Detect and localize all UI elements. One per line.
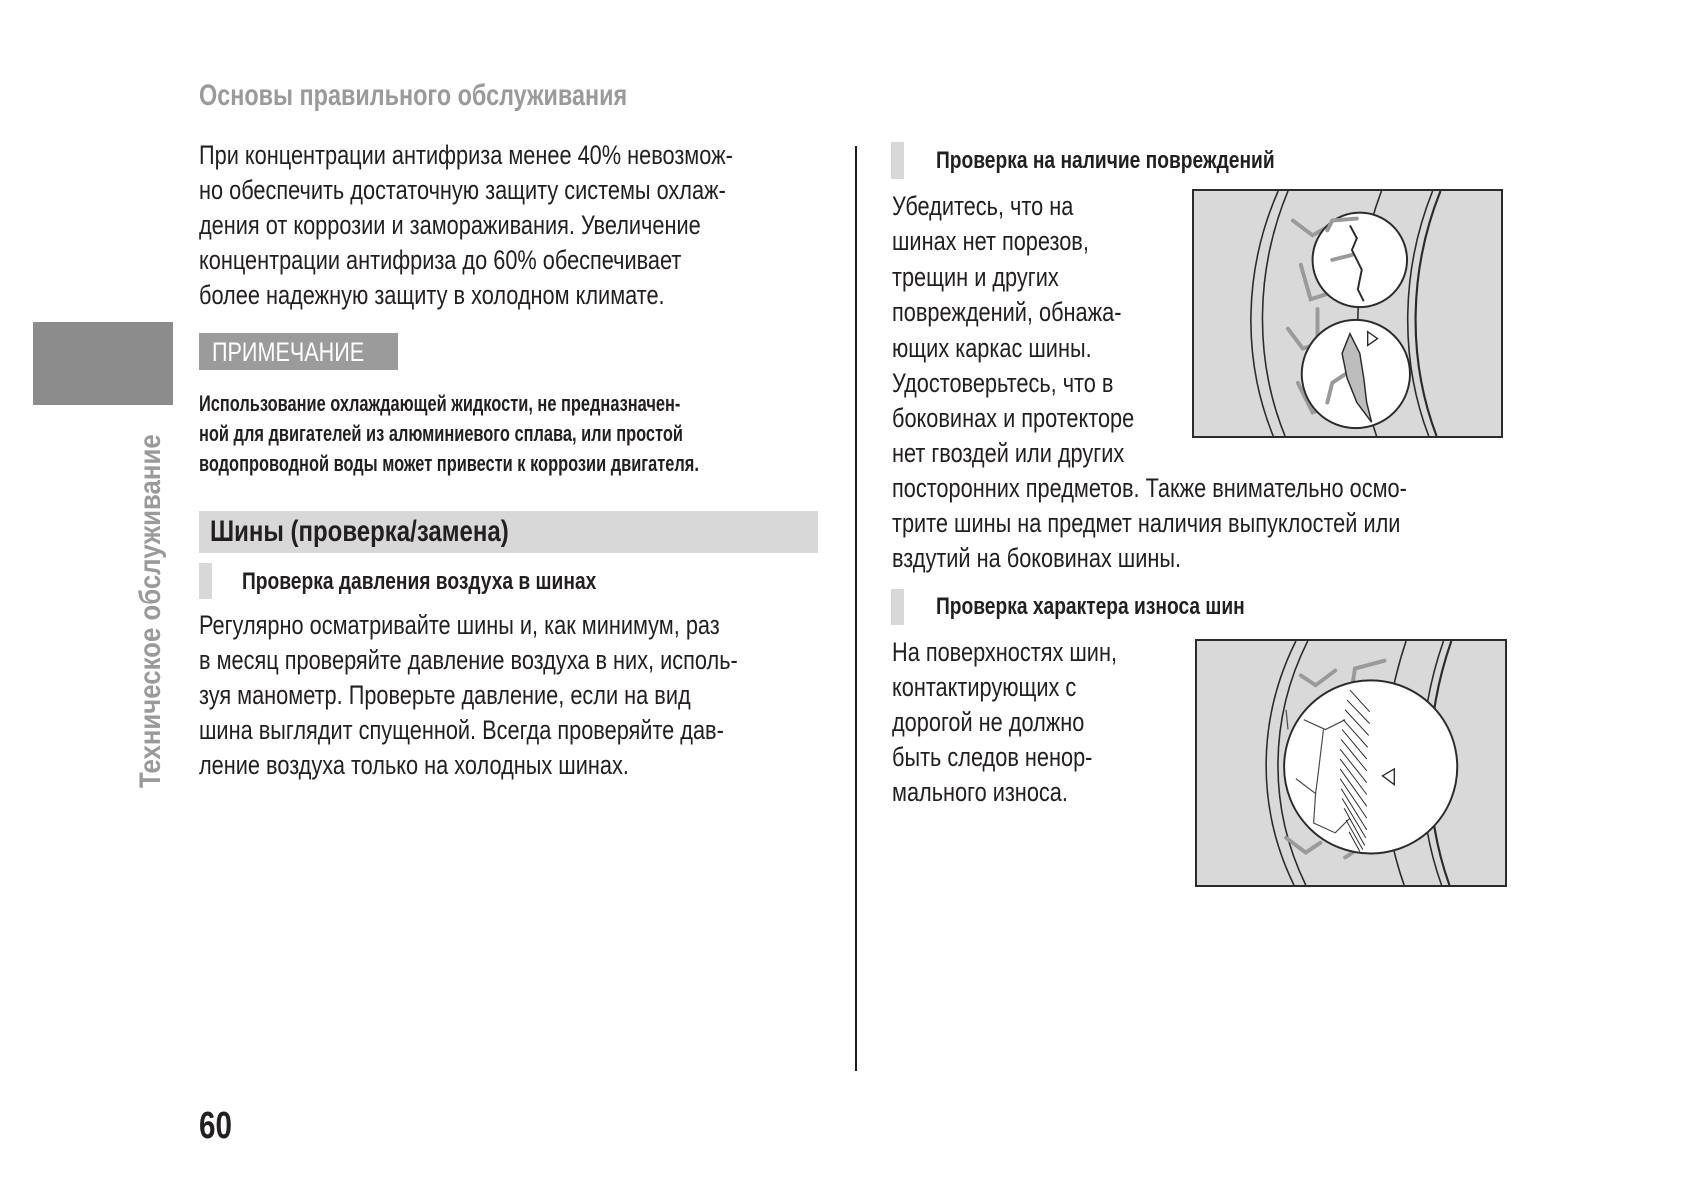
text-line: нет гвоздей или других xyxy=(892,438,1125,468)
column-divider xyxy=(855,146,857,1071)
text-line: зуя манометр. Проверьте давление, если на вид xyxy=(199,680,691,710)
tire-wear-illustration xyxy=(1195,639,1507,887)
running-header: Основы правильного обслуживания xyxy=(199,79,628,112)
note-badge-label: ПРИМЕЧАНИЕ xyxy=(212,337,365,367)
note-line: Использование охлаждающей жидкости, не предназначен- xyxy=(199,391,681,416)
text-line: При концентрации антифриза менее 40% невозмож- xyxy=(199,140,733,170)
text-line: посторонних предметов. Также внимательно осмо- xyxy=(892,473,1407,503)
text-line: На поверхностях шин, xyxy=(892,637,1117,667)
text-line: концентрации антифриза до 60% обеспечивает xyxy=(199,245,682,275)
tire-damage-drawing xyxy=(1194,191,1501,436)
section-title-bar xyxy=(199,511,818,553)
subheading-pressure: Проверка давления воздуха в шинах xyxy=(242,568,597,595)
text-line: контактирующих с xyxy=(892,672,1077,702)
tire-wear-drawing xyxy=(1197,641,1505,885)
text-line: дорогой не должно xyxy=(892,707,1085,737)
note-line: водопроводной воды может привести к коррозии двигателя. xyxy=(199,451,699,476)
section-title: Шины (проверка/замена) xyxy=(210,515,509,548)
text-line: Удостоверьтесь, что в xyxy=(892,368,1114,398)
text-line: дения от коррозии и замораживания. Увеличение xyxy=(199,210,701,240)
page-number: 60 xyxy=(199,1105,232,1147)
tire-damage-illustration xyxy=(1192,189,1503,438)
side-tab-label: Техническое обслуживание xyxy=(134,434,167,788)
text-line: но обеспечить достаточную защиту системы охлаж- xyxy=(199,175,726,205)
text-line: повреждений, обнажа- xyxy=(892,297,1122,327)
text-line: мального износа. xyxy=(892,777,1068,807)
text-line: трещин и других xyxy=(892,262,1059,292)
text-line: ющих каркас шины. xyxy=(892,333,1092,363)
subheading-marker xyxy=(891,589,904,625)
text-line: ление воздуха только на холодных шинах. xyxy=(199,750,629,780)
text-line: Регулярно осматривайте шины и, как минимум, раз xyxy=(199,610,720,640)
section-tab-marker xyxy=(33,322,173,405)
text-line: боковинах и протекторе xyxy=(892,403,1135,433)
text-line: более надежную защиту в холодном климате. xyxy=(199,280,665,310)
text-line: в месяц проверяйте давление воздуха в них, исполь- xyxy=(199,645,738,675)
subheading-marker xyxy=(891,142,904,179)
text-line: шина выглядит спущенной. Всегда проверяйте дав- xyxy=(199,715,724,745)
text-line: трите шины на предмет наличия выпуклостей или xyxy=(892,508,1401,538)
subheading-marker xyxy=(199,563,212,599)
text-line: шинах нет порезов, xyxy=(892,226,1089,256)
text-line: Убедитесь, что на xyxy=(892,191,1074,221)
text-line: вздутий на боковинах шины. xyxy=(892,543,1182,573)
subheading-wear: Проверка характера износа шин xyxy=(936,593,1245,620)
note-badge xyxy=(199,333,398,370)
note-line: ной для двигателей из алюминиевого сплава, или простой xyxy=(199,421,683,446)
subheading-damage: Проверка на наличие повреждений xyxy=(936,147,1275,174)
text-line: быть следов ненор- xyxy=(892,742,1093,772)
